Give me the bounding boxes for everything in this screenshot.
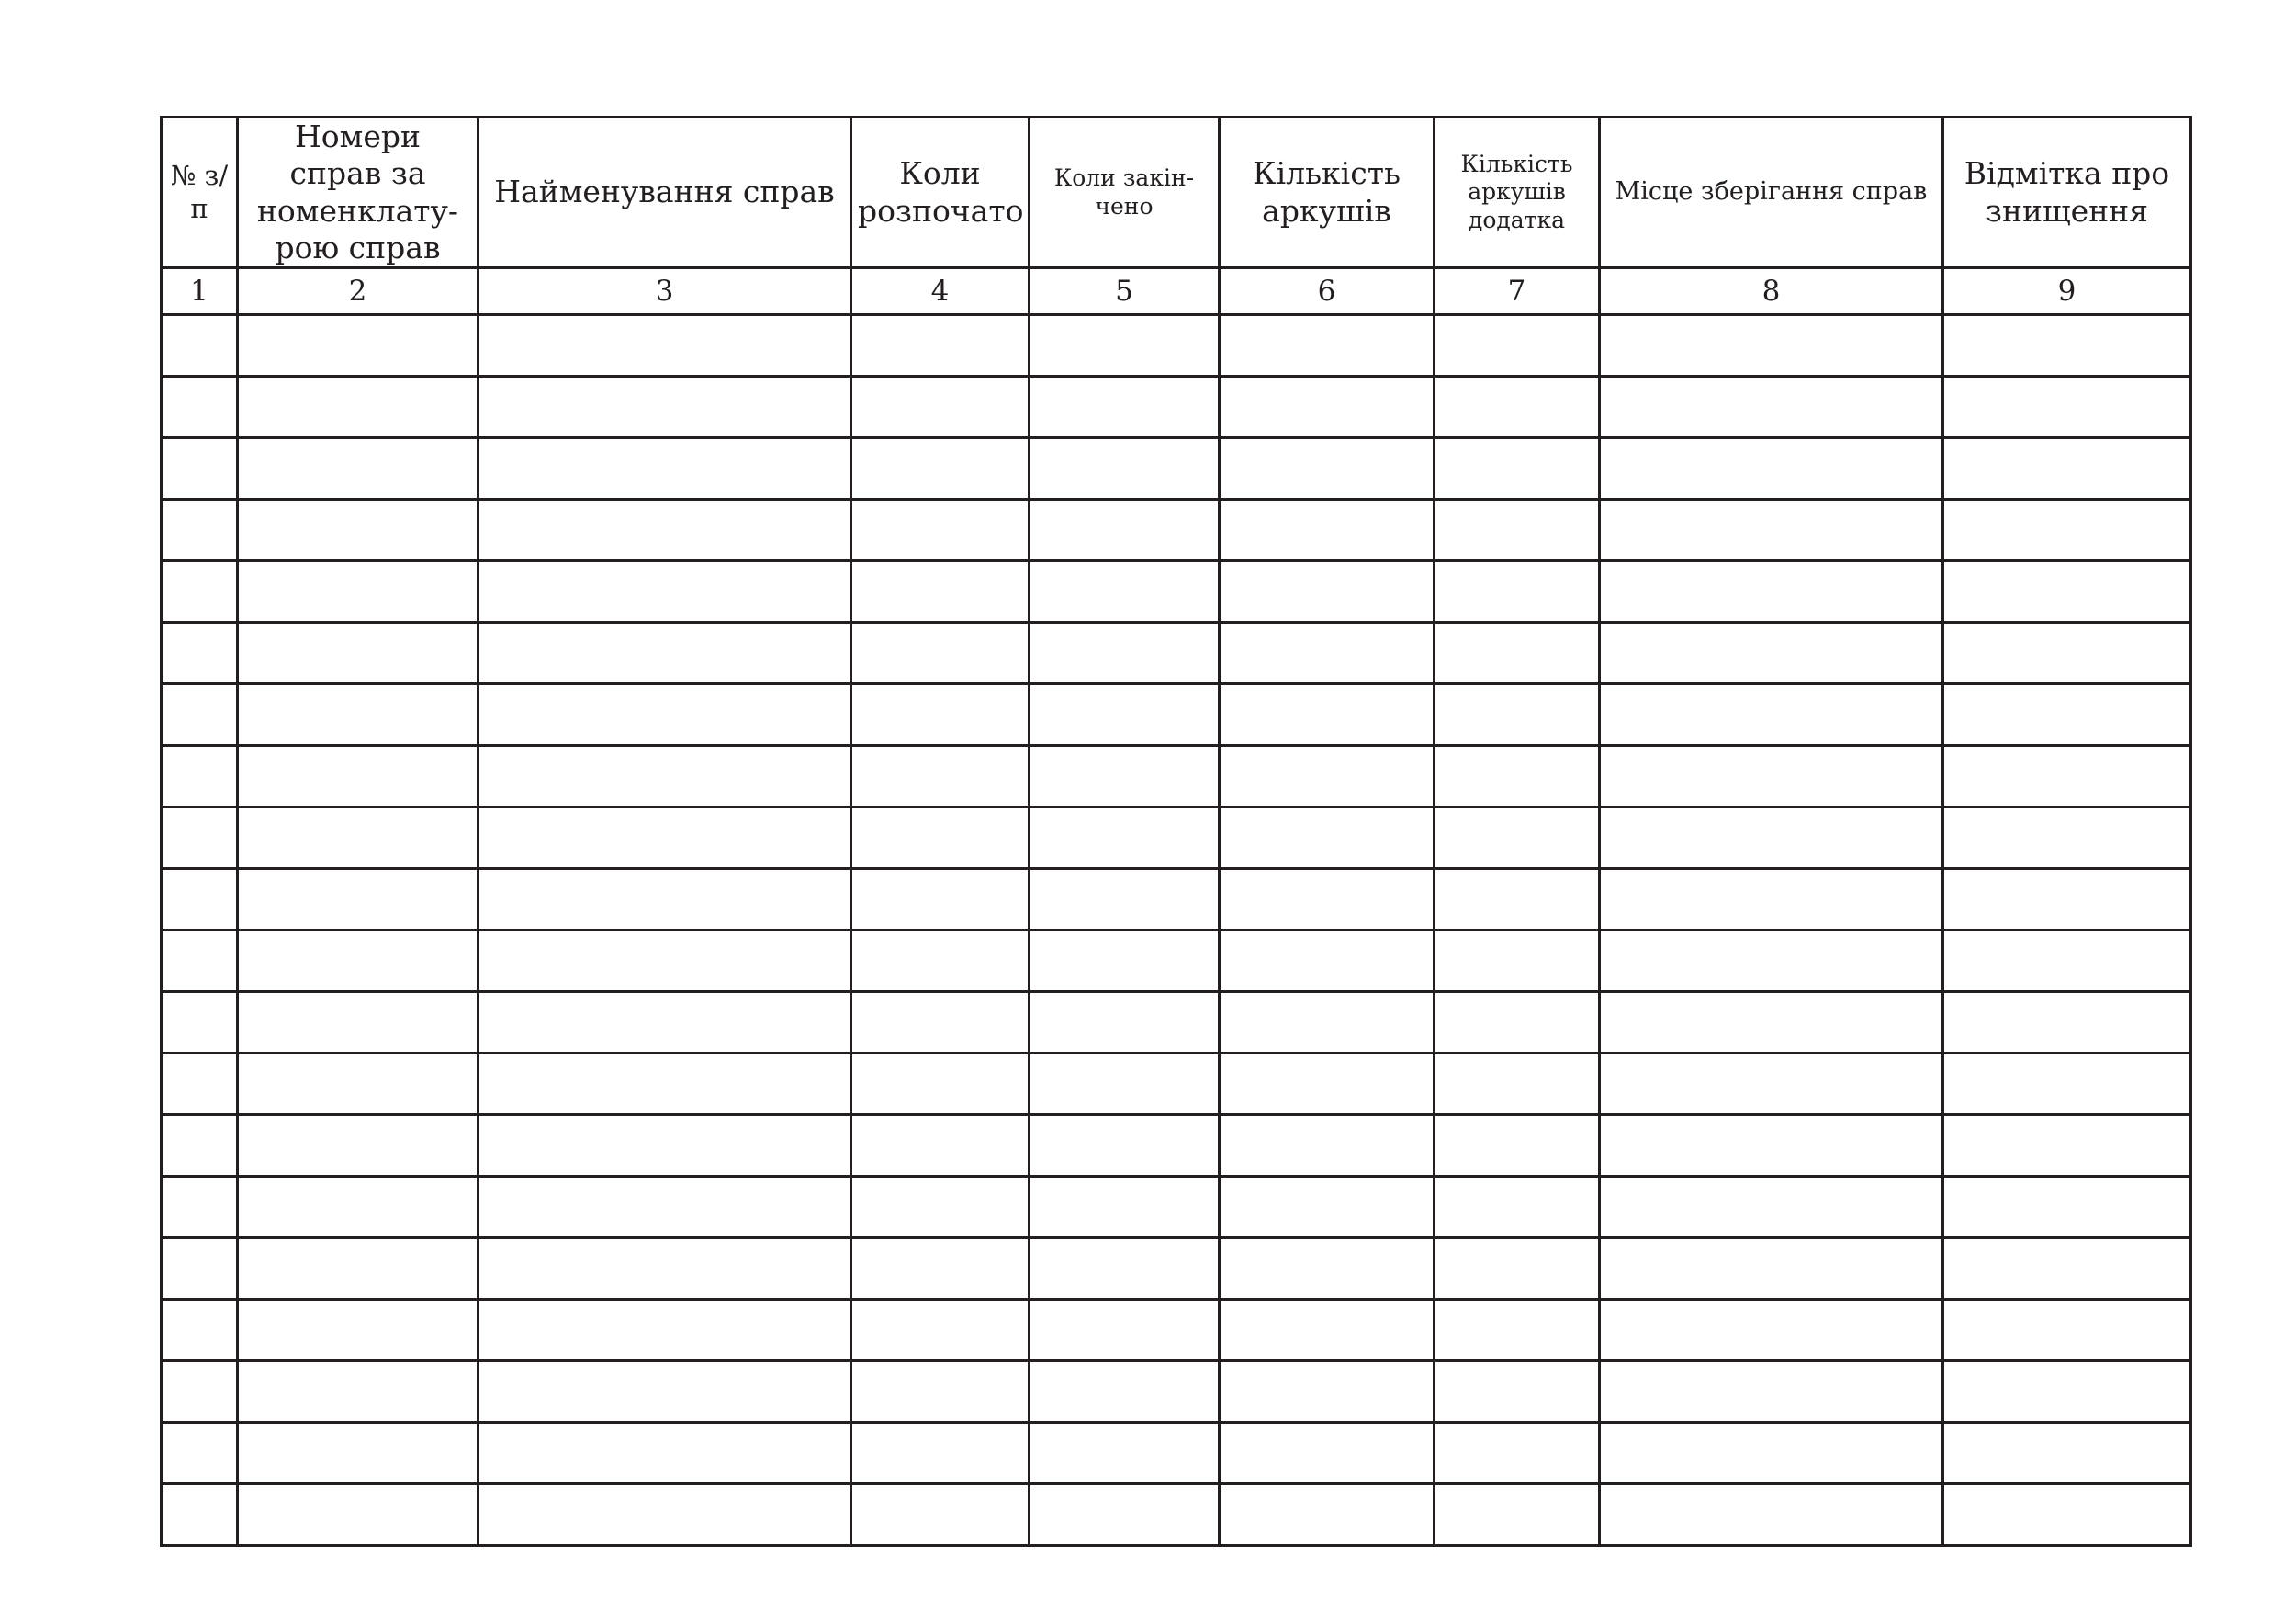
table-cell xyxy=(478,1484,851,1546)
table-cell xyxy=(478,1423,851,1484)
table-cell xyxy=(162,1300,238,1361)
table-cell xyxy=(1600,377,1943,438)
table-cell xyxy=(1435,1054,1600,1115)
table-cell xyxy=(162,623,238,684)
table-row xyxy=(162,807,2191,869)
table-cell xyxy=(1030,1238,1220,1300)
header-cell-case-title xyxy=(478,118,851,268)
table-row xyxy=(162,746,2191,807)
table-cell xyxy=(1030,1361,1220,1423)
table-cell xyxy=(478,684,851,746)
table-cell xyxy=(478,1177,851,1238)
table-cell xyxy=(1220,315,1435,377)
table-cell xyxy=(162,930,238,992)
table-cell xyxy=(1030,807,1220,869)
header-label: Коли закін-чено xyxy=(1053,164,1195,220)
table-cell xyxy=(1600,1054,1943,1115)
table-row xyxy=(162,869,2191,930)
table-cell xyxy=(238,500,478,561)
table-cell xyxy=(478,746,851,807)
column-number: 6 xyxy=(1220,268,1435,315)
column-number: 2 xyxy=(238,268,478,315)
table-cell xyxy=(1600,1484,1943,1546)
table-cell xyxy=(1030,623,1220,684)
table-cell xyxy=(1435,438,1600,500)
table-cell xyxy=(851,1238,1030,1300)
table-cell xyxy=(1943,500,2191,561)
table-cell xyxy=(1435,1177,1600,1238)
table-cell xyxy=(162,1423,238,1484)
table-cell xyxy=(238,746,478,807)
table-cell xyxy=(1600,1177,1943,1238)
table-cell xyxy=(1220,1054,1435,1115)
table-cell xyxy=(238,315,478,377)
table-cell xyxy=(478,1054,851,1115)
table-cell xyxy=(1943,377,2191,438)
table-cell xyxy=(238,807,478,869)
table-cell xyxy=(1600,684,1943,746)
table-cell xyxy=(1220,500,1435,561)
table-cell xyxy=(1030,869,1220,930)
table-row xyxy=(162,623,2191,684)
table-cell xyxy=(238,623,478,684)
table-cell xyxy=(478,807,851,869)
table-cell xyxy=(238,1238,478,1300)
table-cell xyxy=(851,377,1030,438)
table-cell xyxy=(1030,1054,1220,1115)
column-number: 7 xyxy=(1435,268,1600,315)
table-cell xyxy=(162,1238,238,1300)
table-row xyxy=(162,1423,2191,1484)
table-cell xyxy=(162,1361,238,1423)
header-cell-start-date xyxy=(851,118,1030,268)
table-cell xyxy=(162,315,238,377)
table-row xyxy=(162,930,2191,992)
table-cell xyxy=(1435,561,1600,623)
table-cell xyxy=(1435,807,1600,869)
header-cell-destruction-mark xyxy=(1943,118,2191,268)
table-cell xyxy=(1435,315,1600,377)
table-cell xyxy=(1943,1423,2191,1484)
table-cell xyxy=(1030,992,1220,1054)
table-cell xyxy=(478,500,851,561)
table-cell xyxy=(1220,1423,1435,1484)
table-cell xyxy=(1030,561,1220,623)
table-cell xyxy=(238,930,478,992)
table-cell xyxy=(162,561,238,623)
table-cell xyxy=(162,1115,238,1177)
table-cell xyxy=(1220,1177,1435,1238)
table-cell xyxy=(1435,1300,1600,1361)
table-cell xyxy=(1030,438,1220,500)
table-cell xyxy=(851,807,1030,869)
column-number: 5 xyxy=(1030,268,1220,315)
header-label: № з/п xyxy=(170,160,229,224)
table-cell xyxy=(1435,1115,1600,1177)
column-number: 3 xyxy=(478,268,851,315)
table-cell xyxy=(162,807,238,869)
table-row xyxy=(162,1054,2191,1115)
table-cell xyxy=(1600,1238,1943,1300)
table-cell xyxy=(1220,377,1435,438)
table-cell xyxy=(851,1177,1030,1238)
table-cell xyxy=(478,561,851,623)
column-number: 9 xyxy=(1943,268,2191,315)
table-cell xyxy=(1600,623,1943,684)
table-cell xyxy=(1435,1423,1600,1484)
table-cell xyxy=(1600,746,1943,807)
table-cell xyxy=(238,992,478,1054)
register-body xyxy=(162,315,2191,1546)
table-row xyxy=(162,1177,2191,1238)
table-cell xyxy=(851,500,1030,561)
table-cell xyxy=(162,746,238,807)
table-cell xyxy=(851,623,1030,684)
table-cell xyxy=(851,684,1030,746)
table-row xyxy=(162,684,2191,746)
header-cell-sheet-count xyxy=(1220,118,1435,268)
table-cell xyxy=(1600,315,1943,377)
table-row xyxy=(162,1300,2191,1361)
table-cell xyxy=(162,377,238,438)
table-cell xyxy=(1435,869,1600,930)
table-cell xyxy=(162,1484,238,1546)
table-cell xyxy=(1220,684,1435,746)
table-cell xyxy=(1943,992,2191,1054)
table-cell xyxy=(1030,684,1220,746)
table-cell xyxy=(1435,1361,1600,1423)
table-row xyxy=(162,1238,2191,1300)
table-cell xyxy=(238,1484,478,1546)
header-label: Найменування справ xyxy=(494,174,835,210)
table-cell xyxy=(1943,315,2191,377)
table-cell xyxy=(1030,1423,1220,1484)
table-cell xyxy=(1943,684,2191,746)
table-cell xyxy=(1435,500,1600,561)
column-number: 1 xyxy=(162,268,238,315)
table-cell xyxy=(1220,746,1435,807)
table-row xyxy=(162,1484,2191,1546)
table-cell xyxy=(1220,1300,1435,1361)
table-cell xyxy=(1943,930,2191,992)
table-cell xyxy=(162,438,238,500)
table-cell xyxy=(1435,930,1600,992)
header-label: Коли розпочато xyxy=(858,155,1024,229)
table-cell xyxy=(1600,1300,1943,1361)
table-row xyxy=(162,992,2191,1054)
table-cell xyxy=(1030,1484,1220,1546)
table-cell xyxy=(478,315,851,377)
table-cell xyxy=(1030,930,1220,992)
table-cell xyxy=(1220,438,1435,500)
table-cell xyxy=(1943,807,2191,869)
table-cell xyxy=(238,1361,478,1423)
table-cell xyxy=(1030,1115,1220,1177)
table-cell xyxy=(851,992,1030,1054)
table-cell xyxy=(851,1300,1030,1361)
table-cell xyxy=(1943,561,2191,623)
table-cell xyxy=(238,1054,478,1115)
table-cell xyxy=(478,869,851,930)
header-label: Відмітка про знищення xyxy=(1964,155,2170,229)
table-cell xyxy=(1220,1361,1435,1423)
table-cell xyxy=(1220,561,1435,623)
table-row xyxy=(162,500,2191,561)
table-cell xyxy=(1600,500,1943,561)
table-cell xyxy=(238,1423,478,1484)
table-cell xyxy=(1030,377,1220,438)
table-cell xyxy=(238,377,478,438)
table-row xyxy=(162,438,2191,500)
header-label: Кількість аркушів xyxy=(1253,155,1401,229)
table-cell xyxy=(851,1361,1030,1423)
table-cell xyxy=(478,930,851,992)
table-cell xyxy=(1943,438,2191,500)
table-cell xyxy=(238,1300,478,1361)
table-cell xyxy=(162,684,238,746)
table-cell xyxy=(1220,869,1435,930)
table-cell xyxy=(851,438,1030,500)
column-number: 8 xyxy=(1600,268,1943,315)
table-cell xyxy=(851,561,1030,623)
table-cell xyxy=(1220,992,1435,1054)
table-row xyxy=(162,561,2191,623)
table-cell xyxy=(1030,500,1220,561)
table-cell xyxy=(1943,1115,2191,1177)
case-register-table xyxy=(160,116,2192,1547)
table-cell xyxy=(1220,1115,1435,1177)
table-cell xyxy=(1943,746,2191,807)
header-label: Кількість аркушів додатка xyxy=(1460,150,1573,233)
table-cell xyxy=(1600,992,1943,1054)
table-cell xyxy=(851,1115,1030,1177)
table-cell xyxy=(238,869,478,930)
table-cell xyxy=(851,315,1030,377)
table-cell xyxy=(1030,1177,1220,1238)
column-number-row xyxy=(162,268,2191,315)
table-cell xyxy=(851,930,1030,992)
table-cell xyxy=(162,500,238,561)
header-label: Номери справ за номенклату-рою справ xyxy=(256,118,459,265)
table-cell xyxy=(851,1423,1030,1484)
table-cell xyxy=(238,438,478,500)
table-cell xyxy=(1435,1484,1600,1546)
table-cell xyxy=(1600,807,1943,869)
table-cell xyxy=(1600,930,1943,992)
table-cell xyxy=(478,1300,851,1361)
table-cell xyxy=(1220,930,1435,992)
table-cell xyxy=(478,992,851,1054)
table-cell xyxy=(851,746,1030,807)
header-cell-end-date xyxy=(1030,118,1220,268)
table-cell xyxy=(1600,438,1943,500)
table-cell xyxy=(1435,377,1600,438)
table-cell xyxy=(478,438,851,500)
table-cell xyxy=(238,1177,478,1238)
table-cell xyxy=(478,623,851,684)
register-sheet xyxy=(160,116,2189,1547)
header-label: Місце зберігання справ xyxy=(1615,177,1928,207)
table-cell xyxy=(851,869,1030,930)
table-cell xyxy=(1943,869,2191,930)
table-cell xyxy=(1435,746,1600,807)
column-number: 4 xyxy=(851,268,1030,315)
table-cell xyxy=(1030,746,1220,807)
table-cell xyxy=(1435,623,1600,684)
table-cell xyxy=(1943,623,2191,684)
table-cell xyxy=(1600,869,1943,930)
table-cell xyxy=(238,561,478,623)
table-cell xyxy=(1600,1115,1943,1177)
table-cell xyxy=(478,1361,851,1423)
header-cell-serial-number xyxy=(162,118,238,268)
table-cell xyxy=(1943,1361,2191,1423)
table-cell xyxy=(162,1054,238,1115)
table-cell xyxy=(1600,561,1943,623)
table-cell xyxy=(851,1484,1030,1546)
table-row xyxy=(162,377,2191,438)
table-cell xyxy=(1220,807,1435,869)
table-cell xyxy=(1220,1238,1435,1300)
table-cell xyxy=(162,992,238,1054)
header-cell-nomenclature-numbers xyxy=(238,118,478,268)
table-cell xyxy=(1030,1300,1220,1361)
table-cell xyxy=(478,1115,851,1177)
table-cell xyxy=(1943,1300,2191,1361)
table-cell xyxy=(1600,1423,1943,1484)
table-cell xyxy=(1943,1484,2191,1546)
table-cell xyxy=(1030,315,1220,377)
header-cell-appendix-sheet-count xyxy=(1435,118,1600,268)
table-cell xyxy=(1435,684,1600,746)
table-cell xyxy=(238,1115,478,1177)
table-row xyxy=(162,1361,2191,1423)
table-cell xyxy=(1943,1177,2191,1238)
table-cell xyxy=(478,1238,851,1300)
table-cell xyxy=(478,377,851,438)
table-cell xyxy=(851,1054,1030,1115)
table-cell xyxy=(1220,1484,1435,1546)
table-cell xyxy=(162,869,238,930)
table-cell xyxy=(1943,1238,2191,1300)
table-cell xyxy=(1943,1054,2191,1115)
header-row xyxy=(162,118,2191,268)
table-cell xyxy=(1435,1238,1600,1300)
table-cell xyxy=(1600,1361,1943,1423)
table-cell xyxy=(1435,992,1600,1054)
table-row xyxy=(162,315,2191,377)
header-cell-storage-location xyxy=(1600,118,1943,268)
table-cell xyxy=(162,1177,238,1238)
table-cell xyxy=(1220,623,1435,684)
table-row xyxy=(162,1115,2191,1177)
table-cell xyxy=(238,684,478,746)
